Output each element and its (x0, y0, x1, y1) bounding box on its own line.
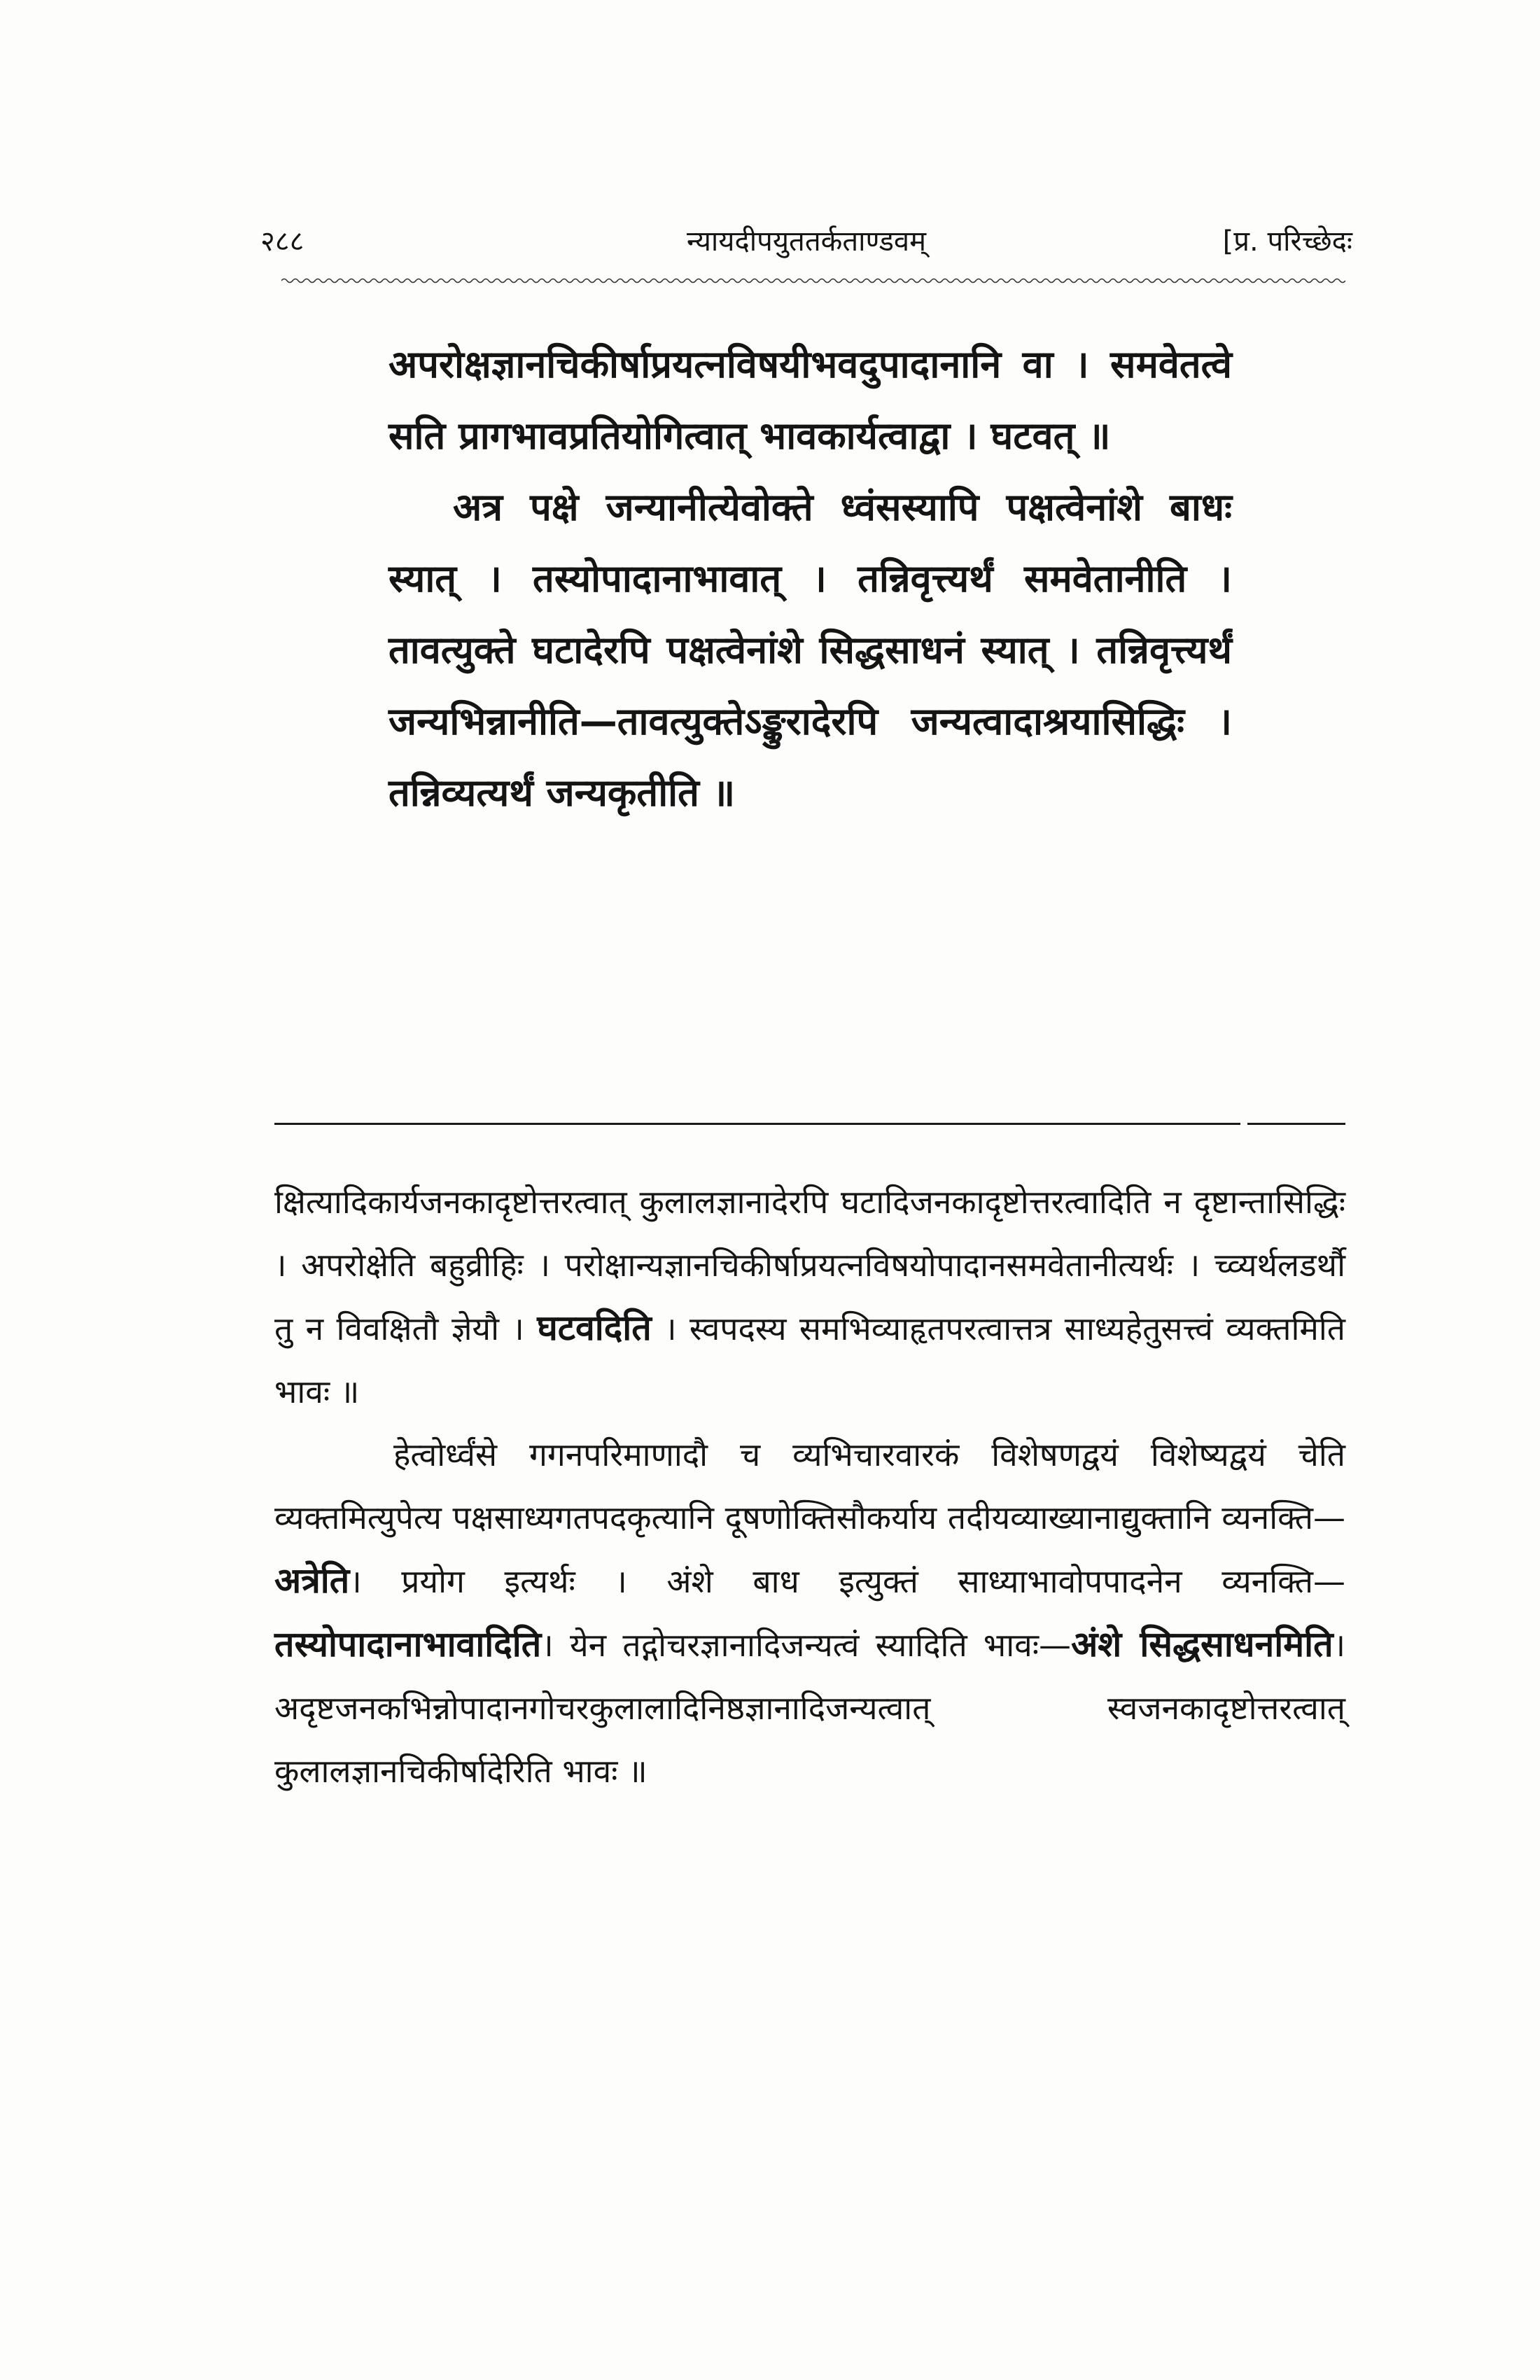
wavy-header-rule (281, 276, 1345, 285)
commentary-paragraph-2 (274, 1423, 1345, 1802)
commentary-text: हेत्वोर्ध्वंसे गगनपरिमाणादौ च व्यभिचारवारकं विशेषणद्वयं विशेष्यद्वयं चेति व्यक्तमित्युपेत्य पक्षसाध्यगतपदकृत्यानि दूषणोक्तिसौकर्याय तदीयव्याख्यानाद्युक्तानि व्यनक्ति— (274, 1436, 1345, 1536)
commentary-text: । येन तद्गोचरज्ञानादिजन्यत्वं स्यादिति भावः— (541, 1626, 1072, 1664)
commentary (274, 1170, 1345, 1802)
commentary-text: । प्रयोग इत्यर्थः । अंशे बाध इत्युक्तं साध्याभावोपपादनेन व्यनक्ति— (349, 1562, 1345, 1600)
root-paragraph-1: अपरोक्षज्ञानचिकीर्षाप्रयत्नविषयीभवदुपादानानि वा । समवेतत्वे सति प्रागभावप्रतियोगित्वात् भावकार्यत्वाद्वा । घटवत् ॥ (388, 342, 1232, 458)
lemma: अंशे सिद्धसाधनमिति (1071, 1624, 1334, 1665)
section-divider (274, 1123, 1345, 1126)
section-label: [प्र. परिच्छेदः (1222, 225, 1352, 258)
divider-line-main (274, 1123, 1240, 1125)
commentary-text: । स्वपदस्य समभिव्याहृतपरत्वात्तत्र साध्यहेतुसत्त्वं व्यक्तमिति भावः ॥ (274, 1310, 1346, 1410)
book-title: न्यायदीपयुततर्कताण्डवम् (686, 225, 927, 258)
lemma: घटवदिति (537, 1308, 652, 1348)
lemma: अत्रेति (274, 1560, 350, 1601)
running-head (260, 214, 1352, 270)
commentary-text: क्षित्यादिकार्यजनकादृष्टोत्तरत्वात् कुलालज्ञानादेरपि घटादिजनकादृष्टोत्तरत्वादिति न दृष्टान्तासिद्धिः । अपरोक्षेति बहुव्रीहिः । परोक्षान्यज्ञानचिकीर्षाप्रयत्नविषयोपादानसमवेतानीत्यर्थः । च्व्यर्थलडर्थौ तु न विवक्षितौ ज्ञेयौ । (274, 1183, 1345, 1348)
divider-line-end (1247, 1123, 1345, 1125)
root-paragraph-2: अत्र पक्षे जन्यानीत्येवोक्ते ध्वंसस्यापि पक्षत्वेनांशे बाधः स्यात् । तस्योपादानाभावात् । तन्निवृत्त्यर्थं समवेतानीति । तावत्युक्ते घटादेरपि पक्षत्वेनांशे सिद्धसाधनं स्यात् । तन्निवृत्त्यर्थं जन्यभिन्नानीति—तावत्युक्तेऽङ्कुरादेरपि जन्यत्वादाश्रयासिद्धिः । तन्निव्यत्यर्थं जन्यकृतीति ॥ (388, 485, 1232, 815)
lemma: तस्योपादानाभावादिति (274, 1624, 542, 1665)
root-text (388, 329, 1232, 829)
commentary-paragraph-1 (274, 1170, 1345, 1423)
commentary-text: । अदृष्टजनकभिन्नोपादानगोचरकुलालादिनिष्ठज्ञानादिजन्यत्वात् स्वजनकादृष्टोत्तरत्वात् कुलालज्ञानचिकीर्षादेरिति भावः ॥ (274, 1626, 1346, 1790)
page-number: २८८ (260, 225, 304, 258)
